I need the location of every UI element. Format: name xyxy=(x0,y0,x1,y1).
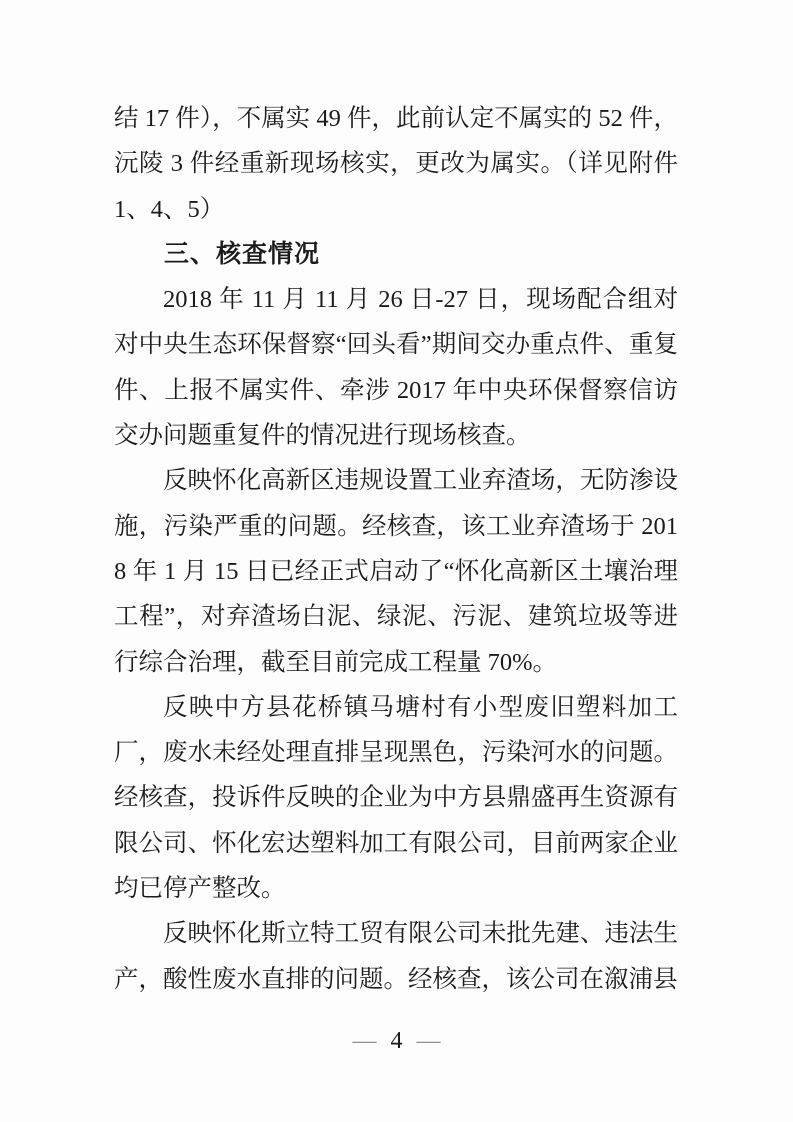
page-footer xyxy=(0,1026,793,1056)
paragraph: 反映怀化高新区违规设置工业弃渣场，无防渗设施，污染严重的问题。经核查，该工业弃渣场于 2018 年 1 月 15 日已经正式启动了“怀化高新区土壤治理工程”，对弃渣场白泥、绿泥、污泥、建筑垃圾等进行综合治理，截至目前完成工程量 70%。 xyxy=(114,467,678,676)
footer-dash-left: — xyxy=(352,1028,377,1054)
section-heading: 三、核查情况 xyxy=(164,239,321,268)
page-number: 4 xyxy=(390,1028,403,1054)
paragraph: 反映中方县花桥镇马塘村有小型废旧塑料加工厂，废水未经处理直排呈现黑色，污染河水的问题。经核查，投诉件反映的企业为中方县鼎盛再生资源有限公司、怀化宏达塑料加工有限公司，目前两家企业均已停产整改。 xyxy=(114,693,678,903)
paragraph: 结 17 件），不属实 49 件，此前认定不属实的 52 件，沅陵 3 件经重新现场核实，更改为属实。（详见附件 1、4、5） xyxy=(114,105,678,223)
document-body xyxy=(114,96,678,1002)
paragraph: 反映怀化斯立特工贸有限公司未批先建、违法生产，酸性废水直排的问题。经核查，该公司在溆浦县 xyxy=(114,920,678,993)
footer-dash-right: — xyxy=(416,1028,441,1054)
paragraph: 2018 年 11 月 11 月 26 日-27 日，现场配合组对对中央生态环保督察“回头看”期间交办重点件、重复件、上报不属实件、牵涉 2017 年中央环保督察信访交办问题重复件的情况进行现场核查。 xyxy=(114,286,678,450)
